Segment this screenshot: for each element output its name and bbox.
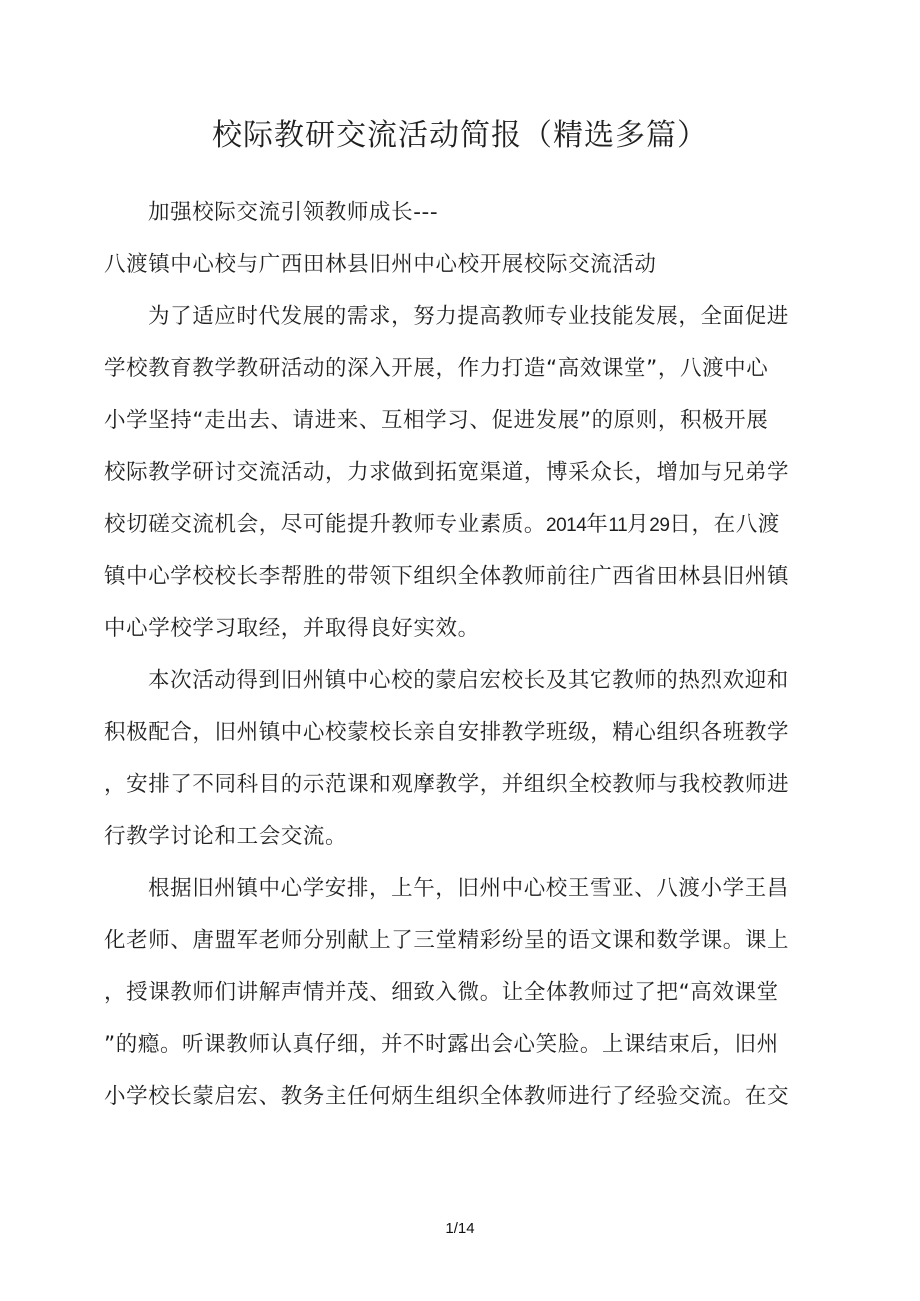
subtitle-line-1: 加强校际交流引领教师成长--- — [148, 200, 439, 225]
paragraph-1-line-3: 小学坚持“走出去、请进来、互相学习、促进发展”的原则，积极开展 — [104, 408, 769, 433]
paragraph-2-line-4: 行教学讨论和工会交流。 — [104, 824, 348, 849]
subtitle-line-2: 八渡镇中心校与广西田林县旧州中心校开展校际交流活动 — [104, 252, 657, 277]
paragraph-2-line-1: 本次活动得到旧州镇中心校的蒙启宏校长及其它教师的热烈欢迎和 — [148, 668, 789, 693]
paragraph-3-line-1: 根据旧州镇中心学安排，上午，旧州中心校王雪亚、八渡小学王昌 — [148, 876, 789, 901]
date-year: 2014 — [546, 515, 587, 536]
paragraph-1-line-4: 校际教学研讨交流活动，力求做到拓宽渠道，博采众长，增加与兄弟学 — [104, 460, 790, 485]
paragraph-2-line-3: ，安排了不同科目的示范课和观摩教学，并组织全校教师与我校教师进 — [104, 772, 790, 797]
paragraph-1-line-1: 为了适应时代发展的需求，努力提高教师专业技能发展，全面促进 — [148, 304, 789, 329]
date-day-char: 日 — [669, 512, 692, 537]
paragraph-3-line-2: 化老师、唐盟军老师分别献上了三堂精彩纷呈的语文课和数学课。课上 — [104, 928, 790, 953]
date-month-char: 月 — [627, 512, 650, 537]
paragraph-1-line-2: 学校教育教学教研活动的深入开展，作力打造“高效课堂”，八渡中心 — [104, 356, 769, 381]
paragraph-1-line-5 — [104, 510, 780, 541]
paragraph-1-line-6: 镇中心学校校长李帮胜的带领下组织全体教师前往广西省田林县旧州镇 — [104, 564, 790, 589]
paragraph-3-line-5: 小学校长蒙启宏、教务主任何炳生组织全体教师进行了经验交流。在交 — [104, 1084, 790, 1109]
paragraph-1-line-7: 中心学校学习取经，并取得良好实效。 — [104, 616, 480, 641]
date-after-text: ，在八渡 — [691, 512, 780, 537]
date-year-char: 年 — [586, 512, 609, 537]
date-month: 11 — [608, 515, 628, 536]
date-day: 29 — [649, 515, 670, 536]
document-title: 校际教研交流活动简报（精选多篇） — [212, 118, 708, 153]
paragraph-1-line-5-text: 校切磋交流机会，尽可能提升教师专业素质。 — [104, 512, 547, 537]
paragraph-2-line-2: 积极配合，旧州镇中心校蒙校长亲自安排教学班级，精心组织各班教学 — [104, 720, 790, 745]
page-indicator: 1/14 — [445, 1220, 475, 1237]
paragraph-3-line-4: ”的瘾。听课教师认真仔细，并不时露出会心笑脸。上课结束后，旧州 — [104, 1032, 779, 1057]
paragraph-3-line-3: ，授课教师们讲解声情并茂、细致入微。让全体教师过了把“高效课堂 — [104, 980, 779, 1005]
